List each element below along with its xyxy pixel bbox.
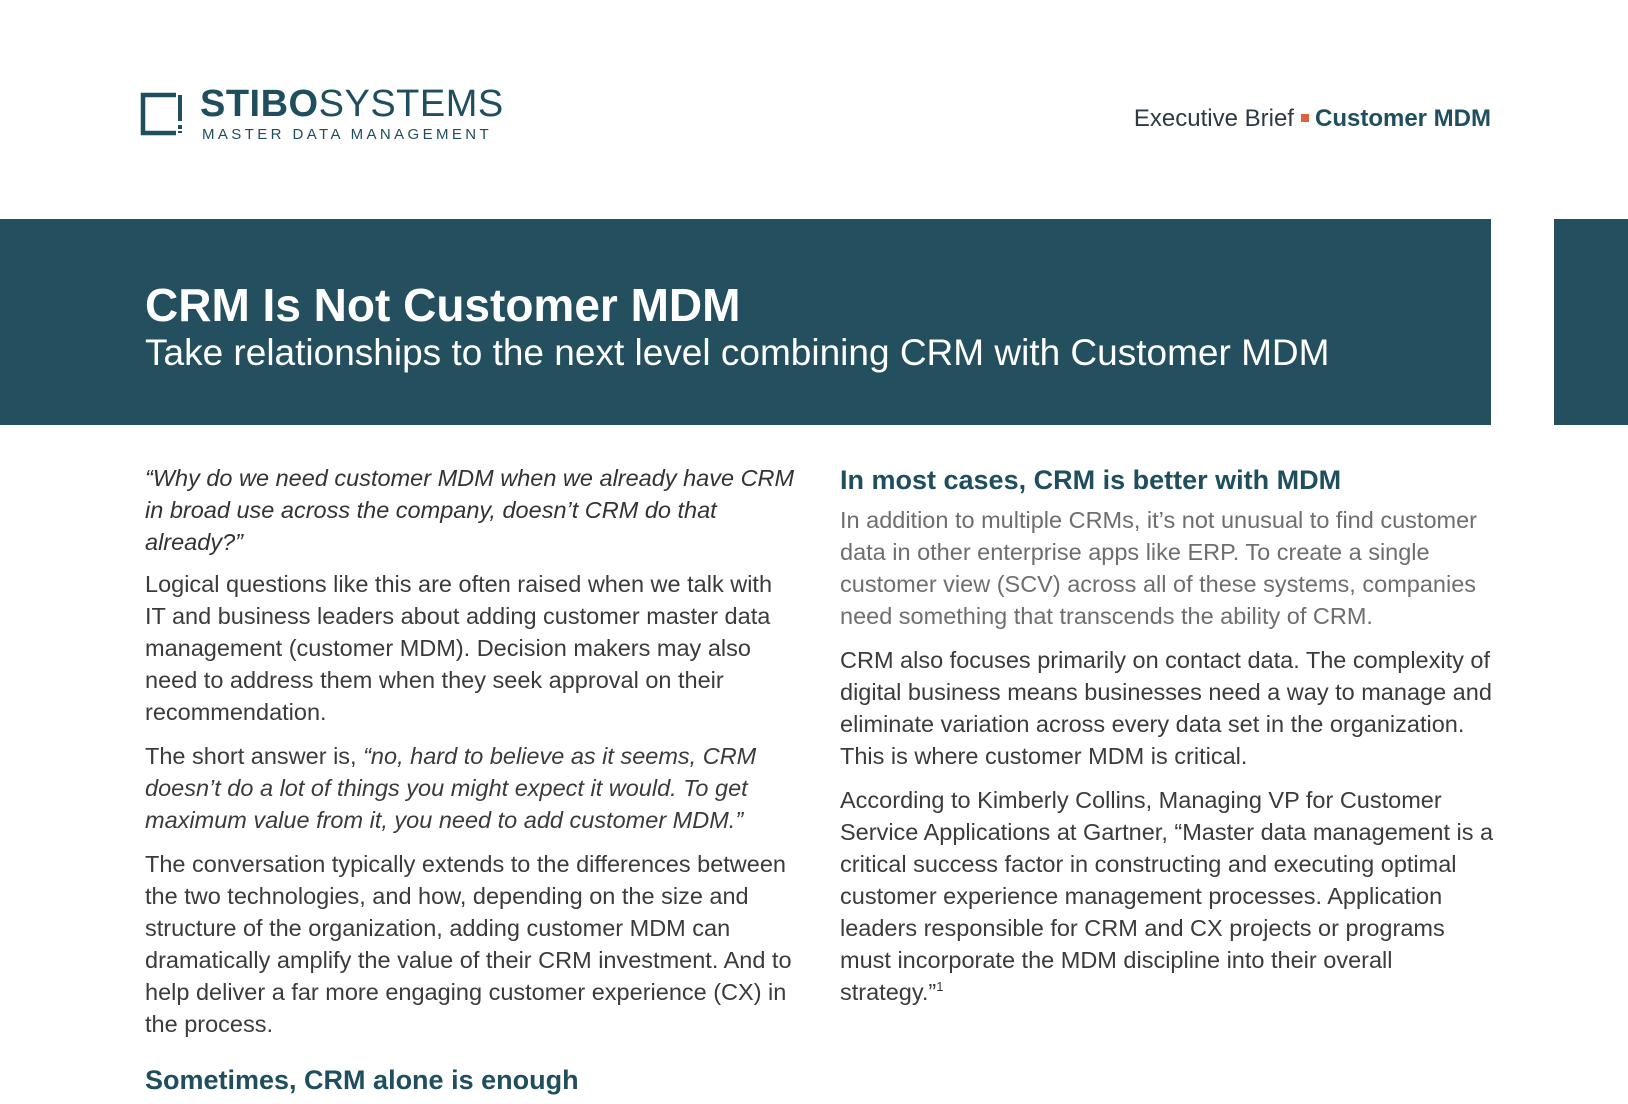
paragraph-gartner-quote [840,784,1495,1008]
intro-quote: “Why do we need customer MDM when we already have CRM in broad use across the company, doesn’t CRM do that already?” [145,465,795,555]
paragraph-conversation: The conversation typically extends to the differences between the two technologies, and how, depending on the size and structure of the organization, adding customer MDM can dramatically amplify the value of their CRM investment. And to help deliver a far more engaging customer experience (CX) in the process. [145,851,792,1037]
banner-edge-tab [1554,219,1628,425]
logo-tagline: MASTER DATA MANAGEMENT [202,126,493,143]
short-answer-lead: The short answer is, [145,743,364,769]
page-subtitle: Take relationships to the next level combining CRM with Customer MDM [145,332,1330,373]
logo-word-light: SYSTEMS [318,83,504,125]
left-column [145,462,797,1104]
orange-square-bullet-icon [1301,114,1309,122]
section-heading-crm-alone: Sometimes, CRM alone is enough [145,1065,579,1095]
square-bracket-logo-icon [140,92,184,136]
page-title: CRM Is Not Customer MDM [145,279,741,331]
title-banner [0,219,1491,425]
right-column [840,462,1495,1020]
doc-topic-text: Customer MDM [1314,105,1491,132]
short-answer-quote: “no, hard to believe as it seems, CRM doesn’t do a lot of things you might expect it would. To get maximum value from it, you need to add customer MDM.” [145,743,757,833]
paragraph-short-answer [145,740,797,836]
logo-wordmark [200,82,504,126]
document-type-label [1134,104,1491,134]
logo-word-bold: STIBO [200,83,319,125]
paragraph-logical-questions: Logical questions like this are often raised when we talk with IT and business leaders about adding customer master data management (customer MDM). Decision makers may also need to address them when they seek approval on their recommendation. [145,571,773,725]
paragraph-contact-data: CRM also focuses primarily on contact data. The complexity of digital business means businesses need a way to manage and eliminate variation across every data set in the organization. This is where customer MDM is critical. [840,647,1492,769]
company-logo [140,83,540,144]
paragraph-multiple-crms: In addition to multiple CRMs, it’s not unusual to find customer data in other enterprise apps like ERP. To create a single customer view (SCV) across all of these systems, companies need something that transcends the ability of CRM. [840,507,1477,629]
gartner-quote-text: According to Kimberly Collins, Managing VP for Customer Service Applications at Gartner, “Master data management is a critical success factor in constructing and executing optimal customer experience management processes. Application leaders responsible for CRM and CX projects or programs must incorporate the MDM discipline into their overall strategy.” [840,787,1494,1005]
section-heading-better-with-mdm: In most cases, CRM is better with MDM [840,465,1342,495]
footnote-marker: 1 [936,979,944,995]
doc-type-text: Executive Brief [1133,105,1294,132]
